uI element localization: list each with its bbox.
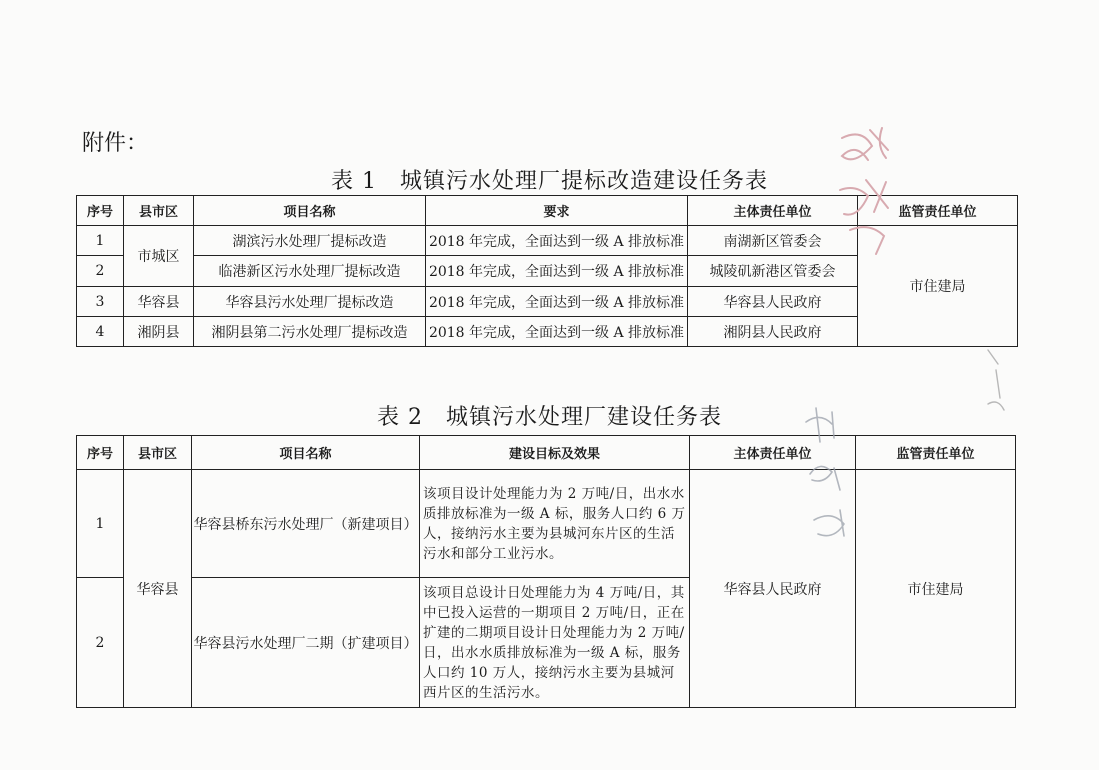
supervisor-cell: 市住建局: [856, 470, 1016, 708]
requirement: 2018 年完成，全面达到一级 A 排放标准: [426, 287, 688, 317]
requirement: 2018 年完成，全面达到一级 A 排放标准: [426, 256, 688, 287]
table1-header-name: 项目名称: [194, 196, 426, 226]
row-number: 1: [77, 226, 124, 256]
project-name: 临港新区污水处理厂提标改造: [194, 256, 426, 287]
table2-header-name: 项目名称: [192, 436, 420, 470]
district-cell: 市城区: [124, 226, 194, 287]
project-description: 该项目总设计日处理能力为 4 万吨/日，其中已投入运营的一期项目 2 万吨/日，正在扩建的二期项目设计日处理能力为 2 万吨/日，出水水质排放标准为一级 A 标，服务人口约 10 万人，接纳污水主要为县城河西片区的生活污水。: [420, 578, 690, 708]
district-cell: 华容县: [124, 470, 192, 708]
table1-header-unit: 主体责任单位: [688, 196, 858, 226]
table2-header-goal: 建设目标及效果: [420, 436, 690, 470]
responsible-unit: 城陵矶新港区管委会: [688, 256, 858, 287]
table1-title: 表 1 城镇污水处理厂提标改造建设任务表: [331, 169, 768, 194]
project-description: 该项目设计处理能力为 2 万吨/日，出水水质排放标准为一级 A 标，服务人口约 6 万人，接纳污水主要为县城河东片区的生活污水和部分工业污水。: [420, 470, 690, 578]
project-name: 华容县桥东污水处理厂（新建项目）: [192, 470, 420, 578]
table2-header-district: 县市区: [124, 436, 192, 470]
row-number: 2: [77, 256, 124, 287]
row-number: 2: [77, 578, 124, 708]
table2-title: 表 2 城镇污水处理厂建设任务表: [377, 405, 722, 430]
row-number: 1: [77, 470, 124, 578]
project-name: 湖滨污水处理厂提标改造: [194, 226, 426, 256]
table2-header-unit: 主体责任单位: [690, 436, 856, 470]
project-name: 华容县污水处理厂二期（扩建项目）: [192, 578, 420, 708]
table1-header-supervisor: 监管责任单位: [858, 196, 1018, 226]
handwritten-mark: [796, 402, 866, 552]
table1-header-district: 县市区: [124, 196, 194, 226]
handwritten-mark: [830, 120, 900, 260]
table2: [76, 435, 1016, 708]
handwritten-mark: [980, 340, 1010, 440]
responsible-unit: 湘阴县人民政府: [688, 317, 858, 347]
table-row: [77, 470, 1016, 578]
responsible-unit: 华容县人民政府: [688, 287, 858, 317]
project-name: 湘阴县第二污水处理厂提标改造: [194, 317, 426, 347]
table1-header-no: 序号: [77, 196, 124, 226]
project-name: 华容县污水处理厂提标改造: [194, 287, 426, 317]
row-number: 4: [77, 317, 124, 347]
responsible-unit: 华容县人民政府: [690, 470, 856, 708]
responsible-unit: 南湖新区管委会: [688, 226, 858, 256]
supervisor-cell: 市住建局: [858, 226, 1018, 347]
district-cell: 湘阴县: [124, 317, 194, 347]
table2-header-no: 序号: [77, 436, 124, 470]
table2-header-row: [77, 436, 1016, 470]
table2-header-supervisor: 监管责任单位: [856, 436, 1016, 470]
district-cell: 华容县: [124, 287, 194, 317]
requirement: 2018 年完成，全面达到一级 A 排放标准: [426, 226, 688, 256]
attachment-label: 附件：: [82, 131, 149, 156]
row-number: 3: [77, 287, 124, 317]
table1-header-req: 要求: [426, 196, 688, 226]
requirement: 2018 年完成，全面达到一级 A 排放标准: [426, 317, 688, 347]
